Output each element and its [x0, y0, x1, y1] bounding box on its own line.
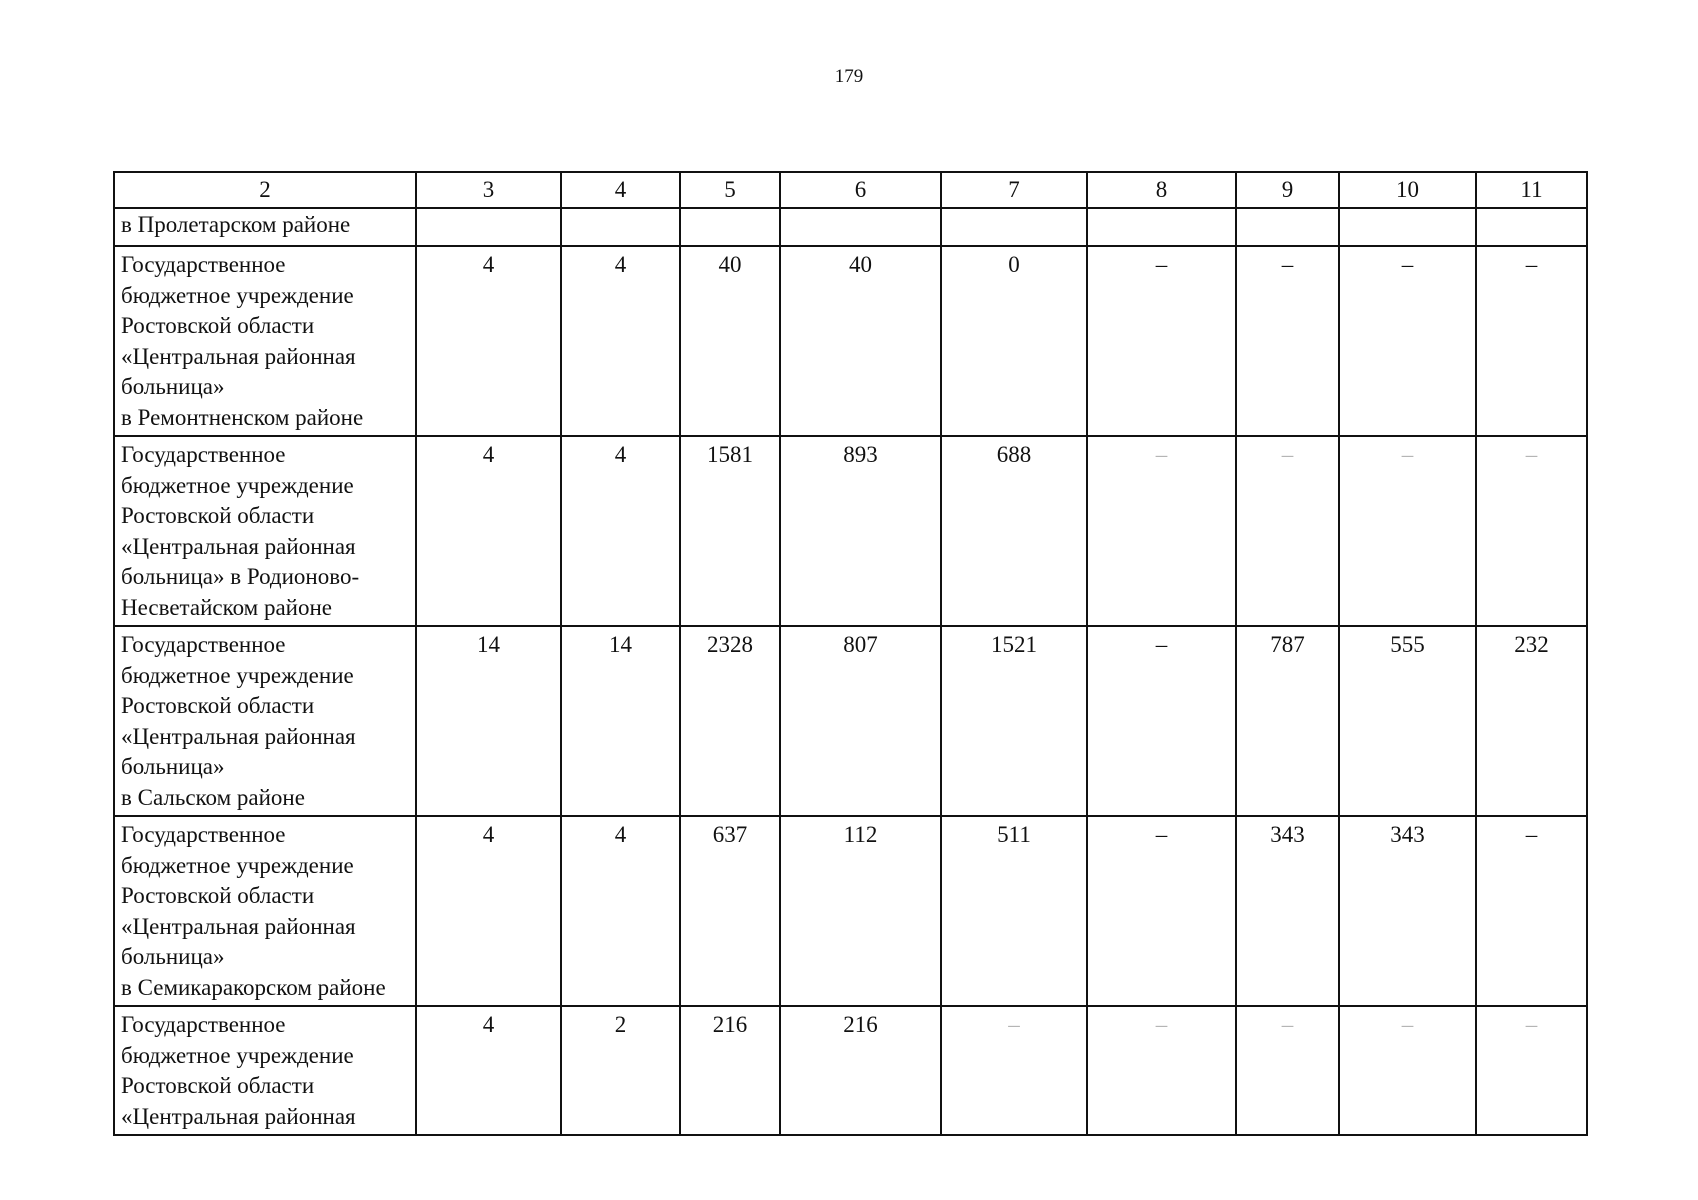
data-table [113, 171, 1588, 1136]
institution-name-cell: Государственное бюджетное учреждение Ростовской области «Центральная районная [114, 1006, 416, 1135]
column-header: 11 [1476, 172, 1587, 208]
column-header: 7 [941, 172, 1087, 208]
table-cell: 787 [1236, 626, 1339, 816]
table-cell [780, 208, 941, 246]
table-cell: 2 [561, 1006, 680, 1135]
institution-name-cell: Государственное бюджетное учреждение Ростовской области «Центральная районная больница» в Сальском районе [114, 626, 416, 816]
table-cell: 2328 [680, 626, 780, 816]
table-cell: 688 [941, 436, 1087, 626]
column-header: 9 [1236, 172, 1339, 208]
table-cell: 343 [1236, 816, 1339, 1006]
table-row [114, 626, 1587, 816]
table-cell: – [1236, 436, 1339, 626]
column-header: 10 [1339, 172, 1476, 208]
table-cell: 4 [561, 246, 680, 436]
table-cell: – [1476, 816, 1587, 1006]
table-cell: 14 [416, 626, 561, 816]
table-cell: 14 [561, 626, 680, 816]
table-cell: 807 [780, 626, 941, 816]
table-cell: 40 [680, 246, 780, 436]
table-cell: 4 [416, 1006, 561, 1135]
table-cell: 1581 [680, 436, 780, 626]
table-row [114, 436, 1587, 626]
table-row [114, 816, 1587, 1006]
table-cell: – [1087, 246, 1236, 436]
table-cell: 232 [1476, 626, 1587, 816]
table-cell: 40 [780, 246, 941, 436]
table-cell: 216 [780, 1006, 941, 1135]
institution-name-cell: Государственное бюджетное учреждение Ростовской области «Центральная районная больница» в Семикаракорском районе [114, 816, 416, 1006]
column-header: 5 [680, 172, 780, 208]
column-header: 2 [114, 172, 416, 208]
table-row [114, 208, 1587, 246]
table-cell [1339, 208, 1476, 246]
table-cell [1476, 208, 1587, 246]
table-cell: – [1087, 436, 1236, 626]
table-cell: 4 [416, 816, 561, 1006]
table-cell: 4 [416, 436, 561, 626]
table-cell: – [1476, 1006, 1587, 1135]
table-cell: – [1476, 436, 1587, 626]
table-cell: 4 [561, 816, 680, 1006]
table-cell: 0 [941, 246, 1087, 436]
table-cell: – [1339, 436, 1476, 626]
table-cell: – [1339, 246, 1476, 436]
table-cell: – [1339, 1006, 1476, 1135]
table-cell: 4 [416, 246, 561, 436]
table-cell [561, 208, 680, 246]
page-number: 179 [834, 66, 864, 87]
table-cell: – [1236, 246, 1339, 436]
table-cell: 637 [680, 816, 780, 1006]
table-cell: 216 [680, 1006, 780, 1135]
table-row [114, 246, 1587, 436]
table-cell [1236, 208, 1339, 246]
column-header: 3 [416, 172, 561, 208]
institution-name-cell: Государственное бюджетное учреждение Ростовской области «Центральная районная больница» в Ремонтненском районе [114, 246, 416, 436]
table-cell [1087, 208, 1236, 246]
table-cell: – [1087, 816, 1236, 1006]
table-cell: 4 [561, 436, 680, 626]
table-cell: – [1087, 626, 1236, 816]
table-cell: 555 [1339, 626, 1476, 816]
institution-name-cell: Государственное бюджетное учреждение Ростовской области «Центральная районная больница» в Родионово- Несветайском районе [114, 436, 416, 626]
column-header: 6 [780, 172, 941, 208]
table-row [114, 1006, 1587, 1135]
table-cell [941, 208, 1087, 246]
column-header: 8 [1087, 172, 1236, 208]
table-cell: 112 [780, 816, 941, 1006]
column-header: 4 [561, 172, 680, 208]
table-cell: – [1236, 1006, 1339, 1135]
table-cell: 1521 [941, 626, 1087, 816]
table-cell: – [1476, 246, 1587, 436]
table-cell: 893 [780, 436, 941, 626]
table-cell: – [1087, 1006, 1236, 1135]
table-cell [416, 208, 561, 246]
table-cell [680, 208, 780, 246]
table-cell: 343 [1339, 816, 1476, 1006]
table-cell: 511 [941, 816, 1087, 1006]
table-cell: – [941, 1006, 1087, 1135]
table-header-row [114, 172, 1587, 208]
institution-name-cell: в Пролетарском районе [114, 208, 416, 246]
